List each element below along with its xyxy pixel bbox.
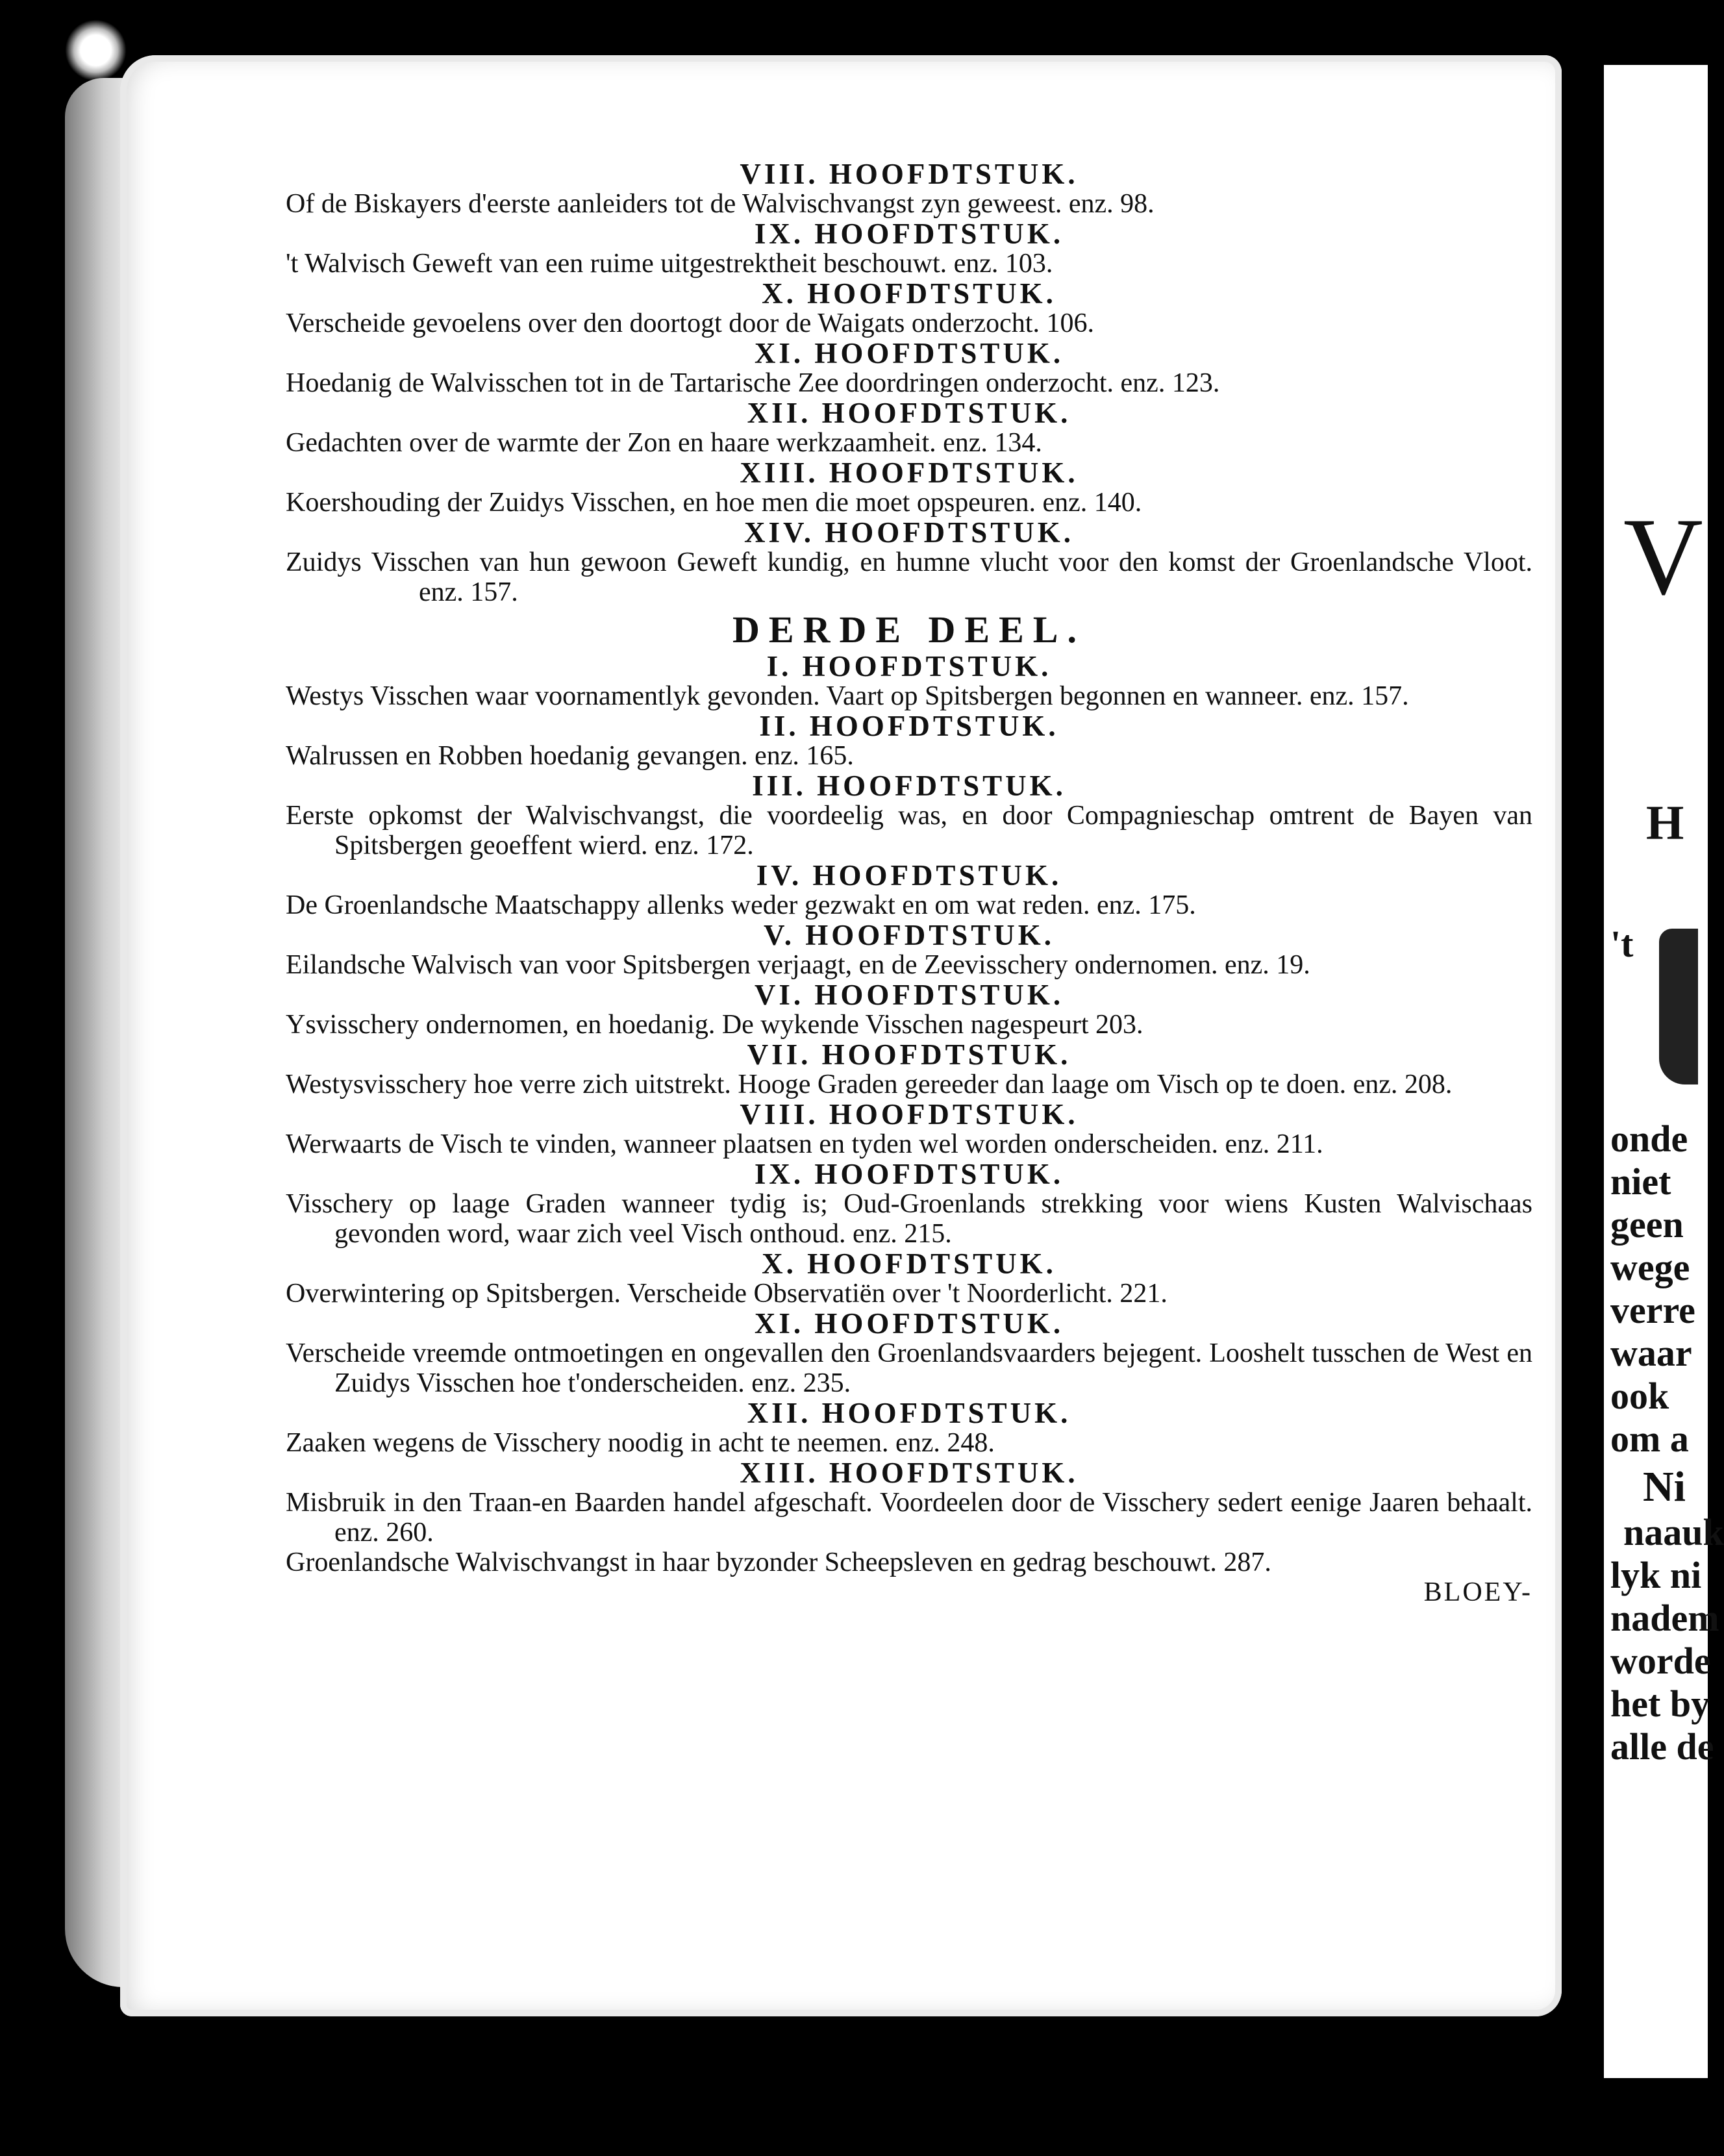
right-page-line: alle de — [1610, 1725, 1714, 1768]
right-page-line: Ni — [1643, 1463, 1686, 1510]
catchword: BLOEY- — [1423, 1577, 1532, 1607]
chapter-entry: Of de Biskayers d'eerste aanleiders tot de Walvischvangst zyn geweest. enz. 98. — [286, 189, 1155, 219]
right-page-heading-letter: H — [1646, 796, 1684, 850]
chapter-entry: Walrussen en Robben hoedanig gevangen. enz. 165. — [286, 741, 854, 771]
chapter-heading: XI. HOOFDTSTUK. — [754, 337, 1064, 370]
chapter-heading: I. HOOFDTSTUK. — [766, 650, 1052, 683]
right-page-line: niet — [1610, 1160, 1671, 1203]
chapter-heading: XII. HOOFDTSTUK. — [747, 1397, 1071, 1429]
chapter-heading: XIV. HOOFDTSTUK. — [743, 516, 1074, 549]
right-page-line: ook — [1610, 1375, 1669, 1417]
right-page-line: wege — [1610, 1246, 1690, 1288]
right-page-line: het by — [1610, 1683, 1710, 1725]
right-page-line: om a — [1610, 1418, 1689, 1460]
right-page-line: worde — [1610, 1640, 1711, 1682]
chapter-entry: Eilandsche Walvisch van voor Spitsbergen verjaagt, en de Zeevisschery ondernomen. enz. 19. — [286, 950, 1310, 980]
scan-artifact — [65, 19, 127, 81]
chapter-entry: Eerste opkomst der Walvischvangst, die voordeelig was, en door Compagnieschap omtrent de Bayen van Spitsbergen geoeffent wierd. enz. 172. — [286, 801, 1532, 860]
chapter-entry: Zuidys Visschen van hun gewoon Geweft kundig, en humne vlucht voor den komst der Groenlandsche Vloot. enz. 157. — [286, 547, 1532, 607]
chapter-heading: X. HOOFDTSTUK. — [762, 277, 1056, 310]
table-of-contents — [286, 159, 1532, 1607]
part-title: DERDE DEEL. — [732, 608, 1086, 651]
chapter-heading: II. HOOFDTSTUK. — [759, 710, 1059, 742]
chapter-entry: Gedachten over de warmte der Zon en haare werkzaamheit. enz. 134. — [286, 428, 1042, 458]
right-page-line: geen — [1610, 1203, 1684, 1246]
chapter-entry: Verscheide gevoelens over den doortogt door de Waigats onderzocht. 106. — [286, 308, 1094, 338]
chapter-heading: VI. HOOFDTSTUK. — [754, 979, 1064, 1011]
chapter-heading: VII. HOOFDTSTUK. — [747, 1038, 1071, 1071]
right-page-line: nadem — [1610, 1597, 1719, 1639]
ornament-initial — [1659, 929, 1698, 1084]
chapter-heading: IX. HOOFDTSTUK. — [754, 218, 1064, 250]
chapter-entry: De Groenlandsche Maatschappy allenks weder gezwakt en om wat reden. enz. 175. — [286, 890, 1196, 920]
chapter-heading: X. HOOFDTSTUK. — [762, 1247, 1056, 1280]
chapter-entry: Westys Visschen waar voornamentlyk gevonden. Vaart op Spitsbergen begonnen en wanneer. enz. 157. — [286, 681, 1409, 711]
right-page-line: verre — [1610, 1289, 1695, 1331]
right-page-line: 't — [1610, 923, 1634, 965]
chapter-heading: III. HOOFDTSTUK. — [752, 770, 1066, 802]
chapter-heading: IV. HOOFDTSTUK. — [756, 859, 1062, 892]
chapter-entry: Hoedanig de Walvisschen tot in de Tartarische Zee doordringen onderzocht. enz. 123. — [286, 368, 1220, 398]
right-page-line: lyk ni — [1610, 1554, 1702, 1596]
chapter-entry: Misbruik in den Traan-en Baarden handel afgeschaft. Voordeelen door de Visschery sedert eenige Jaaren behaalt. enz. 260. — [286, 1488, 1532, 1548]
final-entry: Groenlandsche Walvischvangst in haar byzonder Scheepsleven en gedrag beschouwt. 287. — [286, 1548, 1271, 1577]
chapter-entry: Verscheide vreemde ontmoetingen en ongevallen den Groenlandsvaarders bejegent. Looshelt tusschen de West en Zuidys Visschen hoe t'onderscheiden. enz. 235. — [286, 1338, 1532, 1398]
chapter-heading: XIII. HOOFDTSTUK. — [740, 457, 1079, 489]
chapter-entry: Ysvisschery ondernomen, en hoedanig. De wykende Visschen nagespeurt 203. — [286, 1010, 1143, 1040]
right-page-line: onde — [1610, 1118, 1688, 1160]
chapter-heading: IX. HOOFDTSTUK. — [754, 1158, 1064, 1190]
chapter-heading: XI. HOOFDTSTUK. — [754, 1307, 1064, 1340]
right-page-line: waar — [1610, 1332, 1692, 1374]
chapter-heading: XII. HOOFDTSTUK. — [747, 397, 1071, 429]
chapter-entry: Overwintering op Spitsbergen. Verscheide Observatiën over 't Noorderlicht. 221. — [286, 1279, 1168, 1309]
right-page-large-letter: V — [1623, 495, 1703, 618]
chapter-heading: V. HOOFDTSTUK. — [764, 919, 1055, 951]
chapter-entry: Zaaken wegens de Visschery noodig in acht te neemen. enz. 248. — [286, 1428, 995, 1458]
chapter-entry: Westysvisschery hoe verre zich uitstrekt. Hooge Graden gereeder dan laage om Visch op te doen. enz. 208. — [286, 1070, 1453, 1099]
chapter-entry: Visschery op laage Graden wanneer tydig is; Oud-Groenlands strekking voor wiens Kusten Walvischaas gevonden word, waar zich veel Visch onthoud. enz. 215. — [286, 1189, 1532, 1249]
chapter-entry: Werwaarts de Visch te vinden, wanneer plaatsen en tyden wel worden onderscheiden. enz. 211. — [286, 1129, 1323, 1159]
chapter-heading: VIII. HOOFDTSTUK. — [740, 158, 1079, 190]
chapter-entry: 't Walvisch Geweft van een ruime uitgestrektheit beschouwt. enz. 103. — [286, 249, 1053, 279]
chapter-entry: Koershouding der Zuidys Visschen, en hoe men die moet opspeuren. enz. 140. — [286, 488, 1142, 518]
chapter-heading: VIII. HOOFDTSTUK. — [740, 1098, 1079, 1131]
chapter-heading: XIII. HOOFDTSTUK. — [740, 1457, 1079, 1489]
right-page-line: naauk — [1623, 1511, 1724, 1553]
